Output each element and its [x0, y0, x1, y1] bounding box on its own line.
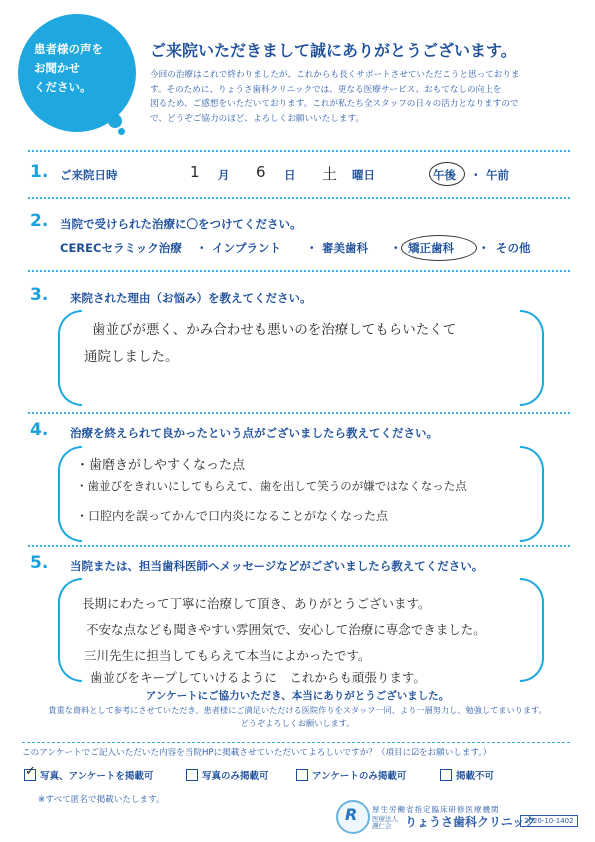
- intro-line: で、どうぞご協力のほど、よろしくお願いいたします。: [150, 113, 364, 124]
- q1-month-value: 1: [190, 163, 200, 181]
- q1-pm: 午後: [433, 168, 456, 182]
- checkbox[interactable]: [440, 769, 452, 781]
- checkbox[interactable]: [296, 769, 308, 781]
- bubble-dot-large: [108, 114, 122, 128]
- check-mark-icon: ✓: [25, 764, 36, 779]
- bubble-text: [24, 40, 130, 97]
- q2-label: 当院で受けられた治療に〇をつけてください。: [60, 217, 302, 231]
- answer-bracket-right: [520, 446, 544, 542]
- q1-label: ご来院日時: [60, 168, 118, 182]
- divider: [28, 197, 570, 199]
- answer-bracket-right: [520, 578, 544, 682]
- intro-line: 図るため、ご感想をいただいております。これが私たち全スタッフの日々の活力となりますので: [150, 99, 519, 109]
- divider: [28, 545, 570, 547]
- q2-option: 審美歯科: [322, 241, 368, 255]
- checkbox[interactable]: [186, 769, 198, 781]
- publish-question: このアンケートでご記入いただいた内容を当院HPに掲載させていただいてよろしいですか？（項目に☑をお願いします。）: [22, 742, 570, 758]
- thanks-note-line: 貴重な資料として参考にさせていただき、患者様にご満足いただける医院作りをスタッフ一同、より一層努力し、勉強してまいります。: [48, 705, 547, 715]
- registry-text: 厚生労働省指定臨床研修医療機関: [372, 805, 500, 814]
- publish-option-survey-only[interactable]: [296, 768, 406, 782]
- answer-bracket-left: [58, 578, 82, 682]
- thanks-note: [0, 704, 595, 730]
- divider: [28, 412, 570, 414]
- q4-label: 治療を終えられて良かったという点がございましたら教えてください。: [70, 426, 438, 440]
- bubble-line: 患者様の声を: [34, 42, 103, 56]
- q4-number: 4.: [30, 420, 49, 440]
- checkbox[interactable]: [24, 764, 36, 781]
- corporation-line: 医療法人: [372, 815, 398, 823]
- q4-answer-line: ・口腔内を誤ってかんで口内炎になることがなくなった点: [76, 509, 389, 523]
- intro-text: [150, 68, 570, 126]
- option-label: 写真、アンケートを掲載可: [40, 771, 154, 782]
- corporation-line: 護仁会: [372, 822, 392, 830]
- q4-answer-line: ・歯並びをきれいにしてもらえて、歯を出して笑うのが嫌ではなくなった点: [76, 479, 467, 493]
- option-label: 掲載不可: [456, 771, 495, 782]
- publish-option-photo-survey[interactable]: [24, 764, 154, 782]
- corporation-text: [372, 816, 398, 830]
- option-label: 写真のみ掲載可: [202, 771, 269, 782]
- answer-bracket-right: [520, 310, 544, 406]
- q1-day-value: 6: [256, 163, 266, 181]
- q5-answer-line: 不安な点なども聞きやすい雰囲気で、安心して治療に専念できました。: [86, 622, 486, 637]
- q5-number: 5.: [30, 553, 49, 573]
- q1-weekday-value: 土: [322, 165, 338, 183]
- q1-number: 1.: [30, 162, 49, 182]
- thanks-note-line: どうぞよろしくお願いします。: [240, 718, 355, 728]
- q2-separator: ・: [390, 241, 402, 255]
- q3-number: 3.: [30, 285, 49, 305]
- thanks-headline: アンケートにご協力いただき、本当にありがとうございました。: [145, 690, 450, 702]
- bubble-dot-small: [118, 128, 125, 135]
- intro-line: 今回の治療はこれで終わりましたが、これからも長くサポートさせていただこうと思っておりま: [150, 70, 520, 80]
- publish-option-photo-only[interactable]: [186, 768, 269, 782]
- divider: [28, 150, 570, 152]
- page-title: ご来院いただきまして誠にありがとうございます。: [150, 41, 517, 60]
- q3-label: 来院された理由（お悩み）を教えてください。: [70, 291, 312, 305]
- q2-option: その他: [496, 241, 531, 255]
- q2-separator: ・: [196, 241, 208, 255]
- q2-option: インプラント: [212, 241, 281, 255]
- q2-number: 2.: [30, 211, 49, 231]
- bubble-line: ください。: [34, 80, 92, 94]
- answer-bracket-left: [58, 310, 82, 406]
- q1-month-unit: 月: [218, 168, 230, 182]
- q2-separator: ・: [306, 241, 318, 255]
- document-code: 2020-10-1402: [520, 815, 578, 827]
- q2-separator: ・: [478, 241, 490, 255]
- q5-answer-line: 長期にわたって丁寧に治療して頂き、ありがとうございます。: [82, 596, 431, 611]
- q2-option-selected: 矯正歯科: [408, 241, 454, 255]
- q4-answer-line: ・歯磨きがしやすくなった点: [76, 458, 246, 473]
- q3-answer-line: 歯並びが悪く、かみ合わせも悪いのを治療してもらいたくて: [92, 322, 457, 338]
- q5-answer-line: 歯並びをキープしていけるように これからも頑張ります。: [90, 670, 426, 685]
- q5-answer-line: 三川先生に担当してもらえて本当によかったです。: [84, 648, 371, 663]
- bubble-line: お聞かせ: [34, 61, 80, 75]
- publish-option-none[interactable]: [440, 768, 494, 782]
- q5-label: 当院または、担当歯科医師へメッセージなどがございましたら教えてください。: [70, 559, 484, 573]
- q1-weekday-unit: 曜日: [352, 168, 375, 182]
- q1-day-unit: 日: [284, 168, 296, 182]
- q1-am: 午前: [486, 168, 509, 182]
- option-label: アンケートのみ掲載可: [312, 771, 407, 782]
- anonymous-footnote: ※すべて匿名で掲載いたします。: [38, 795, 165, 805]
- q2-option: CERECセラミック治療: [60, 241, 182, 255]
- clinic-logo-letter: R: [345, 805, 358, 824]
- intro-line: す。そのために、りょうさ歯科クリニックでは、更なる医療サービス、おもてなしの向上を: [150, 84, 502, 95]
- clinic-name: りょうさ歯科クリニック: [405, 815, 537, 829]
- divider: [28, 270, 570, 272]
- q3-answer-line: 通院しました。: [84, 349, 179, 365]
- q1-separator: ・: [470, 168, 482, 182]
